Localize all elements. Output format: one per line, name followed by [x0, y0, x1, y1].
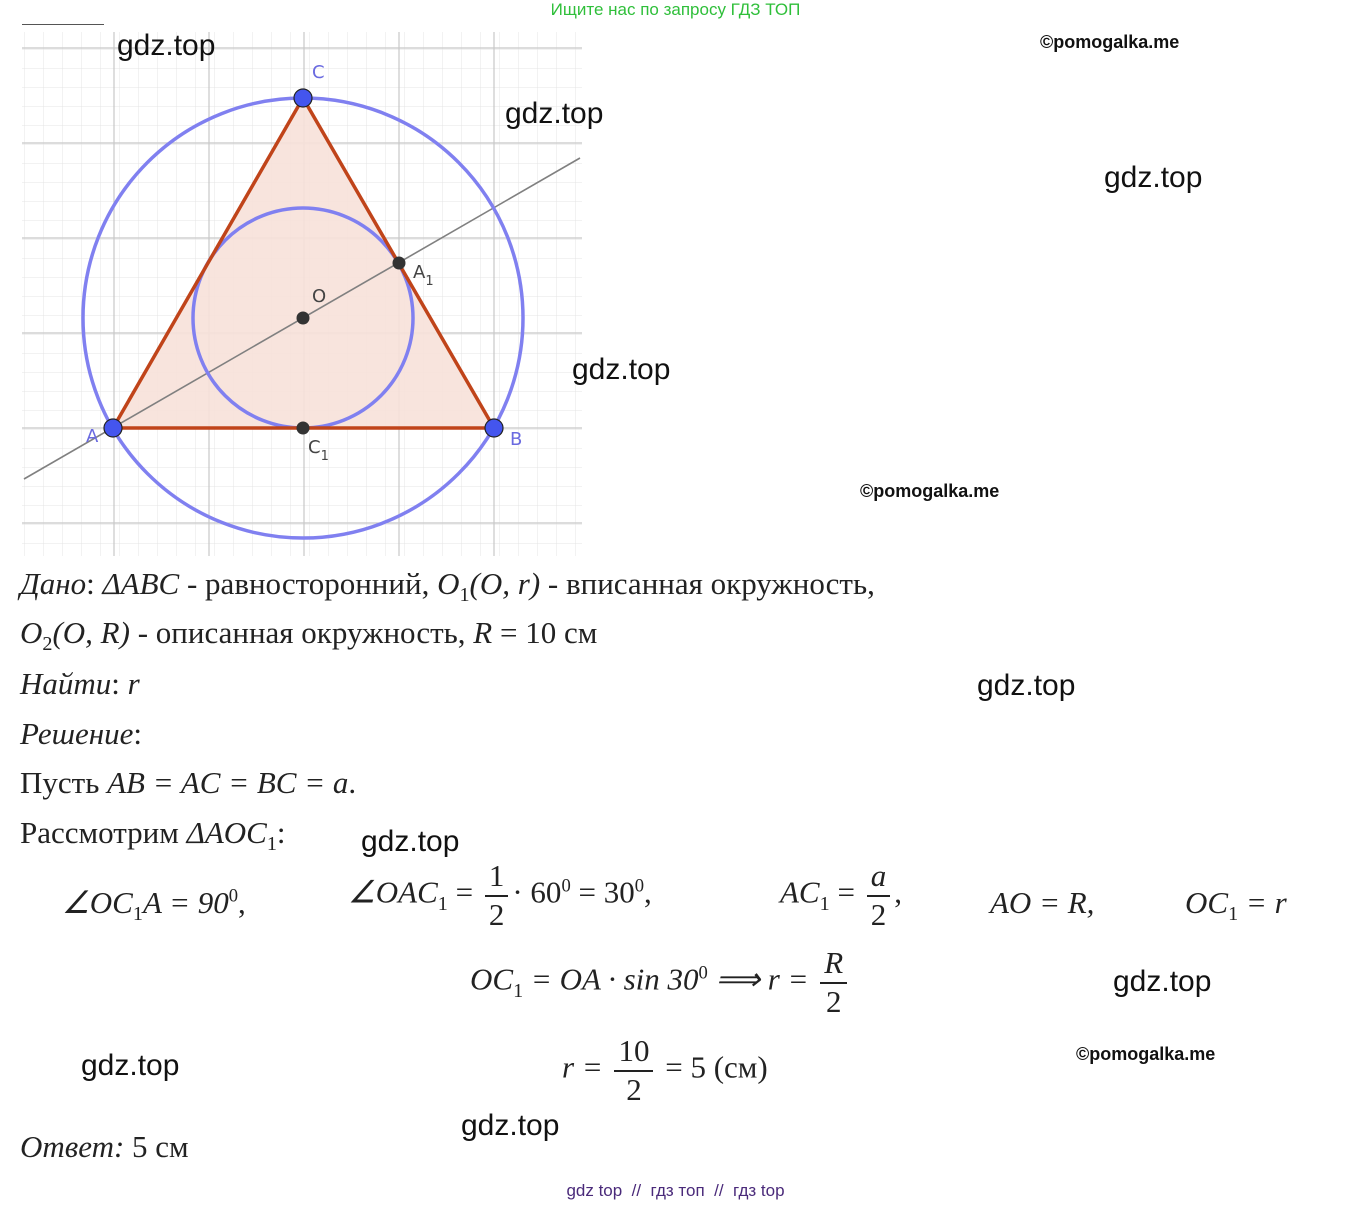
- given-line-2: $O_2(O$, R) - описанная окружность, R = 10 см: [20, 615, 598, 656]
- top-divider: [22, 24, 104, 25]
- geometry-figure: [22, 32, 582, 556]
- find-line: Найти: r: [20, 666, 140, 701]
- watermark-gdz-2: gdz.top: [505, 97, 604, 130]
- fraction-a-over-2: $\frac{a}{2}$: [867, 860, 891, 931]
- given-label: Дано: [20, 566, 87, 601]
- answer-line: [20, 1129, 189, 1165]
- watermark-gdz-9: gdz.top: [461, 1109, 560, 1142]
- footer-links: gdz top // гдз топ // гдз top: [566, 1181, 785, 1200]
- watermark-gdz-4: gdz.top: [572, 353, 671, 386]
- label-a1: $A_1$: [413, 262, 434, 289]
- watermark-gdz-1: gdz.top: [117, 29, 216, 62]
- fraction-10-over-2: $\frac{10}{2}$: [614, 1035, 653, 1106]
- label-o: O: [312, 286, 327, 307]
- vertex-b: [485, 419, 503, 437]
- watermark-gdz-5: gdz.top: [977, 669, 1076, 702]
- vertex-a: [104, 419, 122, 437]
- label-b: B: [510, 429, 523, 450]
- search-banner: Ищите нас по запросу ГДЗ ТОП: [550, 0, 801, 19]
- consider-line: Рассмотрим $\Delta AOC_1$:: [20, 815, 286, 856]
- answer-label: Ответ:: [20, 1129, 125, 1164]
- watermark-gdz-6: gdz.top: [361, 825, 460, 858]
- footer-link-gdz-top-ru[interactable]: гдз топ: [650, 1181, 705, 1200]
- point-c1: [297, 422, 310, 435]
- given-line-1: Дано: ΔABC - равносторонний, $O_1(O$, r) - вписанная окружность,: [20, 566, 875, 607]
- given-triangle: ΔABC: [102, 566, 180, 601]
- find-label: Найти: [20, 666, 112, 701]
- watermark-pomogalka-1: ©pomogalka.me: [1040, 32, 1180, 52]
- watermark-gdz-3: gdz.top: [1104, 161, 1203, 194]
- watermark-gdz-7: gdz.top: [1113, 965, 1212, 998]
- vertex-c: [294, 89, 312, 107]
- let-line: Пусть AB = AC = BC = a.: [20, 765, 357, 800]
- eq-final: r = $\frac{10}{2}$ = 5 (см): [562, 1033, 768, 1107]
- answer-value: 5 см: [124, 1129, 189, 1164]
- label-a: A: [86, 426, 99, 447]
- watermark-pomogalka-3: ©pomogalka.me: [1076, 1044, 1216, 1064]
- point-o: [297, 312, 310, 325]
- eq-oc1: $OC_1 = r$: [1185, 885, 1287, 926]
- watermark-gdz-8: gdz.top: [81, 1049, 180, 1082]
- footer-link-gdz-top[interactable]: gdz top: [566, 1181, 623, 1200]
- fraction-r-over-2: $\frac{R}{2}$: [820, 947, 847, 1018]
- label-c1: $C_1$: [308, 437, 329, 464]
- fraction-half: $\frac{1}{2}$: [485, 860, 509, 931]
- watermark-pomogalka-2: ©pomogalka.me: [860, 481, 1000, 501]
- eq-angle-oc1a: $\angle OC_1A = 90^0$,: [62, 885, 246, 926]
- point-a1: [393, 257, 406, 270]
- eq-angle-oac1: $\angle OAC_1$ = $\frac{1}{2}$ · $60^0 = 30^0$,: [348, 858, 652, 932]
- solution-heading: Решение:: [20, 716, 142, 751]
- eq-sine: $OC_1$ = OA · $\sin 30^0$ ⟹ r = $\frac{R}{2}$: [470, 947, 851, 1018]
- eq-ac1: $AC_1$ = $\frac{a}{2}$ ,: [780, 858, 902, 932]
- label-c: C: [312, 62, 325, 83]
- footer-link-gdz-top-mixed[interactable]: гдз top: [733, 1181, 785, 1200]
- eq-ao: AO = R,: [990, 885, 1095, 920]
